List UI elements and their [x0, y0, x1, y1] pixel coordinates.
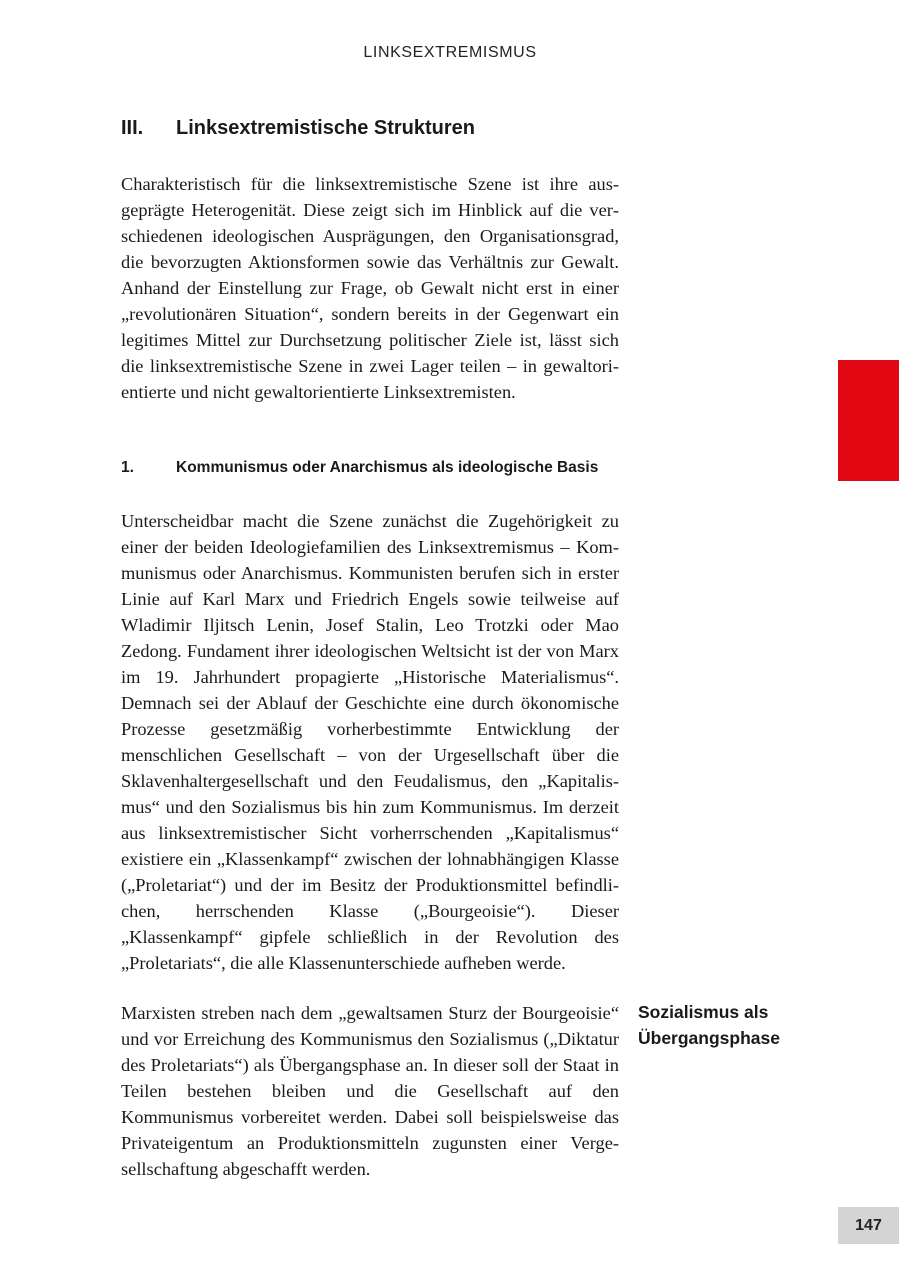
marxists-paragraph: Marxisten streben nach dem „gewaltsamen Sturz der Bourgeoisie“ und vor Erreichung des Kommunismus den Sozialismus („Diktatur des Proletariats“) als Übergangsphase an. In dieser soll der Staat in Teilen bestehen bleiben und die Gesellschaft auf den Kommunismus vorbereitet werden. Dabei soll beispielsweise das Privateigentum an Produktionsmitteln zugunsten einer Vergesellschaftung abgeschafft werden.: [121, 1003, 619, 1179]
chapter-title: Linksextremistische Strukturen: [176, 117, 475, 139]
running-header: LINKSEXTREMISMUS: [363, 44, 537, 61]
section-title: Kommunismus oder Anarchismus als ideologische Basis: [176, 459, 599, 476]
chapter-number: III.: [121, 117, 144, 139]
marginal-note: [638, 999, 838, 1051]
ideology-paragraph: Unterscheidbar macht die Szene zunächst die Zugehörigkeit zu einer der beiden Ideologiefamilien des Linksextremismus – Kommunismus oder Anarchismus. Kommunisten berufen sich in erster Linie auf Karl Marx und Friedrich Engels sowie teilweise auf Wladimir Iljitsch Lenin, Josef Stalin, Leo Trotzki oder Mao Zedong. Fundament ihrer ideologischen Weltsicht ist der von Marx im 19. Jahrhundert propagierte „Historische Materialismus“. Demnach sei der Ablauf der Geschichte eine durch ökonomische Prozesse gesetzmäßig vorherbestimmte Entwicklung der menschlichen Gesellschaft – von der Urgesellschaft über die Sklavenhaltergesellschaft und den Feudalismus, den „Kapitalismus“ und den Sozialismus bis hin zum Kommunismus. Im derzeit aus linksextremistischer Sicht vorherrschenden „Kapitalismus“ existiere ein „Klassenkampf“ zwischen der lohnabhängigen Klasse („Proletariat“) und der im Besitz der Produktionsmittel befindlichen, herrschenden Klasse („Bourgeoisie“). Dieser „Klassenkampf“ gipfele schließlich in der Revolution des „Proletariats“, die alle Klassenunterschiede aufheben werde.: [121, 511, 619, 973]
chapter-tab-marker: [838, 360, 899, 481]
intro-paragraph: Charakteristisch für die linksextremistische Szene ist ihre ausgeprägte Heterogenität. Diese zeigt sich im Hinblick auf die verschiedenen ideologischen Ausprägungen, den Organisationsgrad, die bevorzugten Aktionsformen sowie das Verhältnis zur Gewalt. Anhand der Einstellung zur Frage, ob Gewalt nicht erst in einer „revolutionären Situation“, sondern bereits in der Gegenwart ein legitimes Mittel zur Durchsetzung politischer Ziele ist, lässt sich die linksextremistische Szene in zwei Lager teilen – in gewaltorientierte und nicht gewaltorientierte Linksextremisten.: [121, 174, 619, 402]
section-number: 1.: [121, 459, 134, 476]
chapter-heading: [121, 117, 641, 140]
marginal-note-line-1: Sozialismus als: [638, 1002, 769, 1022]
page-number: 147: [838, 1207, 899, 1244]
section-heading: [121, 459, 641, 477]
marginal-note-line-2: Übergangsphase: [638, 1028, 780, 1048]
